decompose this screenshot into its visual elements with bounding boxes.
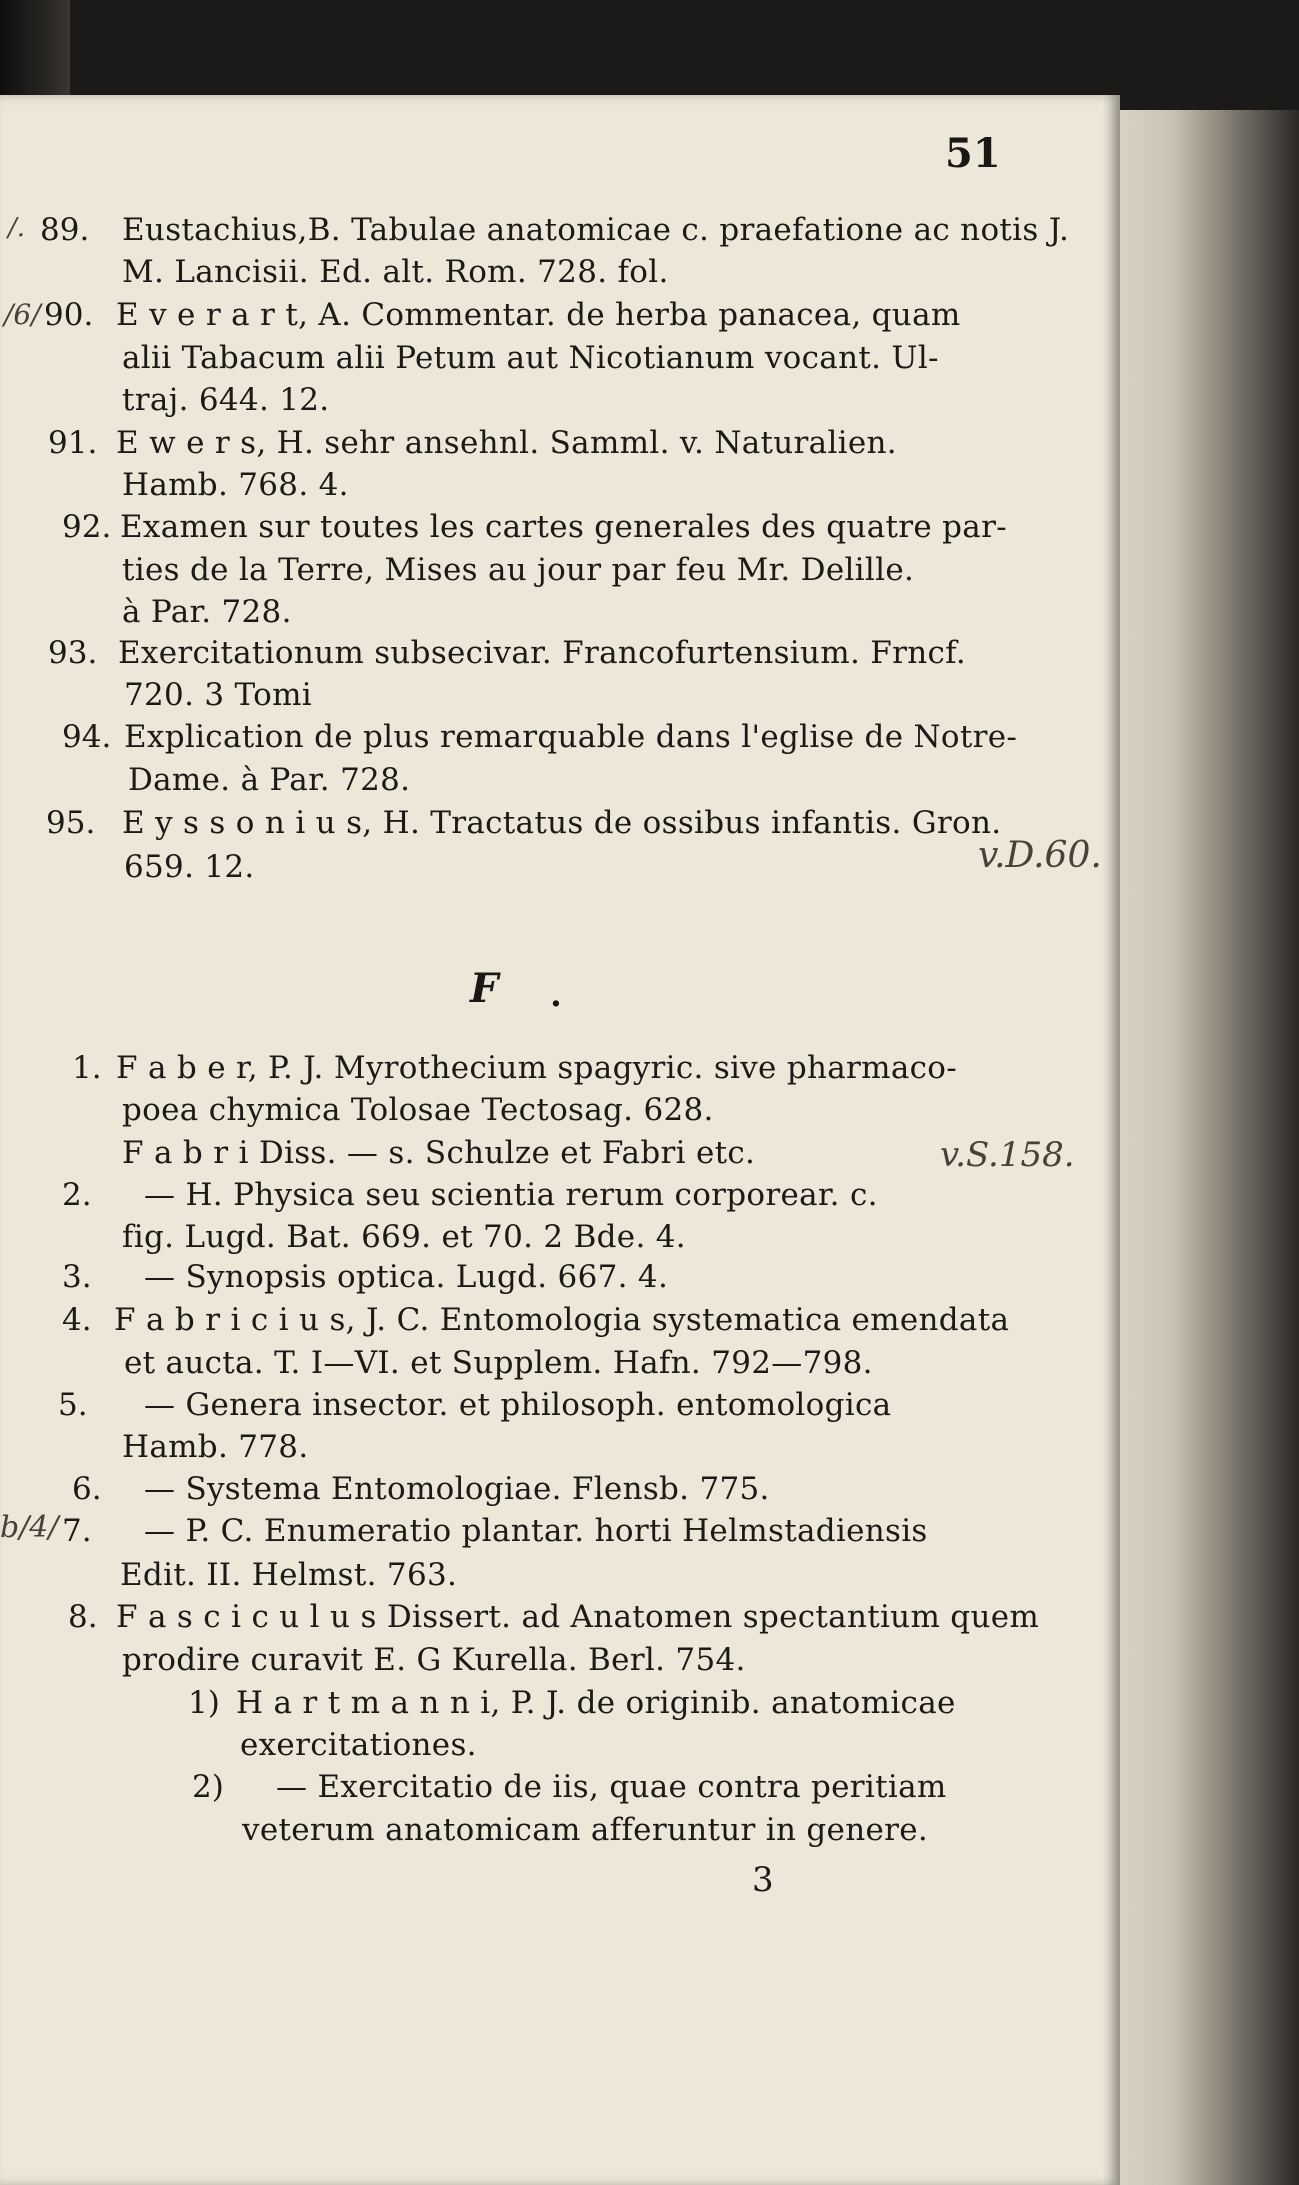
entry-f5-line-2: Hamb. 778.: [122, 1429, 309, 1465]
entry-92-line-2: ties de la Terre, Mises au jour par feu Mr. Delille.: [122, 552, 915, 588]
entry-number-89: 89.: [40, 212, 90, 248]
entry-95-line-1: E y s s o n i u s, H. Tractatus de ossibus infantis. Gron.: [122, 805, 1002, 841]
entry-number-95: 95.: [46, 805, 96, 841]
entry-90-line-1: E v e r a r t, A. Commentar. de herba panacea, quam: [116, 297, 961, 333]
entry-number-f8: 8.: [68, 1599, 98, 1635]
entry-95-line-2: 659. 12.: [124, 849, 255, 885]
entry-number-f2: 2.: [62, 1177, 92, 1213]
entry-f1-line-1: F a b e r, P. J. Myrothecium spagyric. sive pharmaco-: [116, 1050, 958, 1086]
entry-90-line-3: traj. 644. 12.: [122, 382, 330, 418]
entry-93-line-1: Exercitationum subsecivar. Francofurtensium. Frncf.: [118, 635, 966, 671]
entry-sub2-line-2: veterum anatomicam afferuntur in genere.: [242, 1812, 929, 1848]
entry-number-90: 90.: [44, 297, 94, 333]
entry-number-sub1: 1): [188, 1685, 220, 1721]
entry-89-line-1: Eustachius,B. Tabulae anatomicae c. praefatione ac notis J.: [122, 212, 1070, 248]
entry-90-line-2: alii Tabacum alii Petum aut Nicotianum vocant. Ul-: [122, 340, 939, 376]
entry-94-line-1: Explication de plus remarquable dans l'eglise de Notre-: [124, 719, 1018, 755]
margin-mark-89: /.: [8, 213, 26, 243]
entry-f2-line-1: — H. Physica seu scientia rerum corporear. c.: [144, 1177, 878, 1213]
entry-94-line-2: Dame. à Par. 728.: [128, 762, 411, 798]
entry-number-f7: 7.: [62, 1513, 92, 1549]
entry-number-91: 91.: [48, 425, 98, 461]
entry-sub1-line-2: exercitationes.: [240, 1727, 477, 1763]
section-letter: F: [470, 965, 499, 1012]
entry-number-f3: 3.: [62, 1259, 92, 1295]
entry-number-94: 94.: [62, 719, 112, 755]
entry-sub1-line-1: H a r t m a n n i, P. J. de originib. anatomicae: [236, 1685, 956, 1721]
entry-f6-line-1: — Systema Entomologiae. Flensb. 775.: [144, 1471, 770, 1507]
entry-number-f6: 6.: [72, 1471, 102, 1507]
margin-mark-f7: b/4/: [0, 1510, 59, 1545]
right-margin: [1120, 110, 1299, 2185]
handwritten-note-f1: v.S.158.: [940, 1135, 1075, 1175]
entry-89-line-2: M. Lancisii. Ed. alt. Rom. 728. fol.: [122, 254, 669, 290]
entry-f7-line-2: Edit. II. Helmst. 763.: [120, 1557, 458, 1593]
entry-92-line-1: Examen sur toutes les cartes generales des quatre par-: [120, 509, 1007, 545]
entry-91-line-1: E w e r s, H. sehr ansehnl. Samml. v. Naturalien.: [116, 425, 897, 461]
entry-f8-line-1: F a s c i c u l u s Dissert. ad Anatomen spectantium quem: [116, 1599, 1040, 1635]
entry-number-sub2: 2): [192, 1769, 224, 1805]
entry-f2-line-2: fig. Lugd. Bat. 669. et 70. 2 Bde. 4.: [122, 1219, 686, 1255]
entry-f4-line-2: et aucta. T. I—VI. et Supplem. Hafn. 792—798.: [124, 1345, 873, 1381]
entry-93-line-2: 720. 3 Tomi: [124, 677, 312, 713]
entry-number-92: 92.: [62, 509, 112, 545]
entry-f8-line-2: prodire curavit E. G Kurella. Berl. 754.: [122, 1642, 746, 1678]
entry-number-93: 93.: [48, 635, 98, 671]
page-number: 51: [945, 130, 1001, 177]
handwritten-note-95: v.D.60.: [978, 835, 1102, 876]
page-shade: [1102, 95, 1120, 2185]
entry-91-line-2: Hamb. 768. 4.: [122, 467, 349, 503]
entry-92-line-3: à Par. 728.: [122, 594, 292, 630]
margin-mark-90: /6/: [4, 298, 41, 331]
section-dot: .: [550, 975, 562, 1015]
entry-f5-line-1: — Genera insector. et philosoph. entomologica: [144, 1387, 892, 1423]
entry-number-f5: 5.: [58, 1387, 88, 1423]
entry-number-f1: 1.: [72, 1050, 102, 1086]
entry-f4-line-1: F a b r i c i u s, J. C. Entomologia systematica emendata: [114, 1302, 1010, 1338]
signature-mark: 3: [752, 1860, 774, 1900]
entry-f7-line-1: — P. C. Enumeratio plantar. horti Helmstadiensis: [144, 1513, 928, 1549]
entry-sub2-line-1: — Exercitatio de iis, quae contra peritiam: [276, 1769, 947, 1805]
entry-f3-line-1: — Synopsis optica. Lugd. 667. 4.: [144, 1259, 669, 1295]
entry-f1-line-2: poea chymica Tolosae Tectosag. 628.: [122, 1092, 714, 1128]
entry-f1-line-3: F a b r i Diss. — s. Schulze et Fabri etc.: [122, 1135, 756, 1171]
entry-number-f4: 4.: [62, 1302, 92, 1338]
